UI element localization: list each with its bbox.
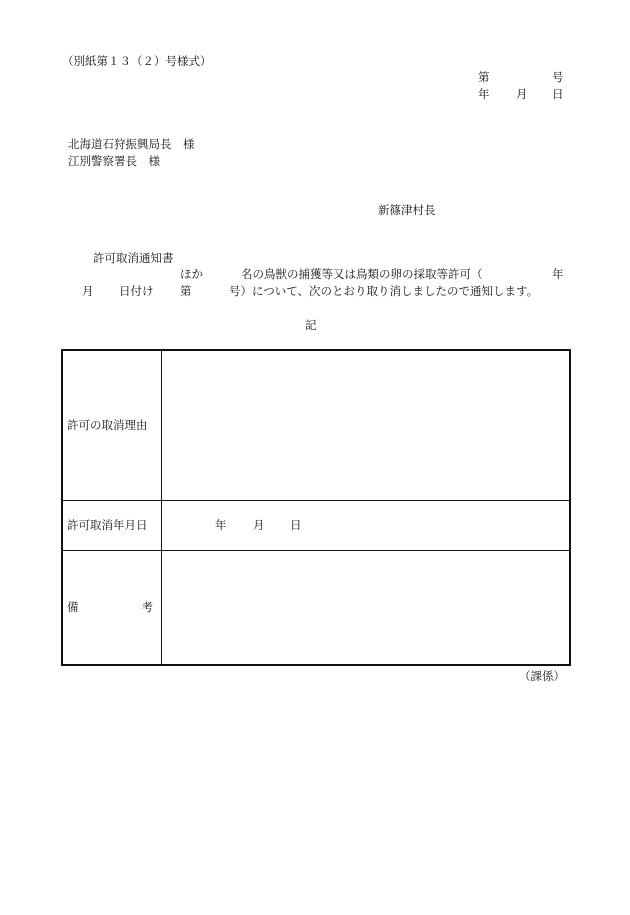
remarks-row: [63, 550, 569, 664]
date-value: [162, 501, 569, 550]
table-date-year: 年: [215, 518, 227, 532]
date-year: 年: [478, 87, 490, 101]
section-label: （課係）: [519, 669, 565, 683]
doc-number-prefix: 第: [478, 70, 490, 84]
remarks-label: [63, 551, 161, 664]
document-title: 許可取消通知書: [93, 251, 174, 265]
form-number: （別紙第１３（２）号様式）: [62, 54, 212, 68]
reason-label: 許可の取消理由: [67, 417, 148, 432]
doc-number-suffix: 号: [552, 70, 564, 84]
body-hoka: ほか: [180, 267, 203, 281]
remarks-label-2: 考: [141, 599, 153, 614]
ki-heading: 記: [305, 318, 317, 332]
remarks-label-1: 備: [67, 599, 79, 614]
body-day: 日付け: [119, 284, 154, 298]
body-main: 名の鳥獣の捕獲等又は鳥類の卵の採取等許可（: [241, 267, 483, 281]
reason-row: [63, 351, 569, 500]
date-row: [63, 500, 569, 550]
reason-value: [162, 351, 569, 500]
cancellation-table: [61, 349, 571, 666]
addressee-police: 江別警察署長 様: [68, 154, 160, 168]
date-month: 月: [516, 87, 528, 101]
date-day: 日: [552, 87, 564, 101]
sender: 新篠津村長: [378, 203, 436, 217]
remarks-value: [162, 551, 569, 664]
body-tail: 号）について、次のとおり取り消しましたので通知します。: [229, 284, 539, 298]
body-year: 年: [552, 267, 564, 281]
date-label: 許可取消年月日: [67, 517, 148, 532]
body-dai: 第: [180, 284, 192, 298]
table-date-day: 日: [290, 518, 302, 532]
addressee-ishikari: 北海道石狩振興局長 様: [68, 137, 195, 151]
body-month: 月: [82, 284, 94, 298]
table-date-month: 月: [253, 518, 265, 532]
